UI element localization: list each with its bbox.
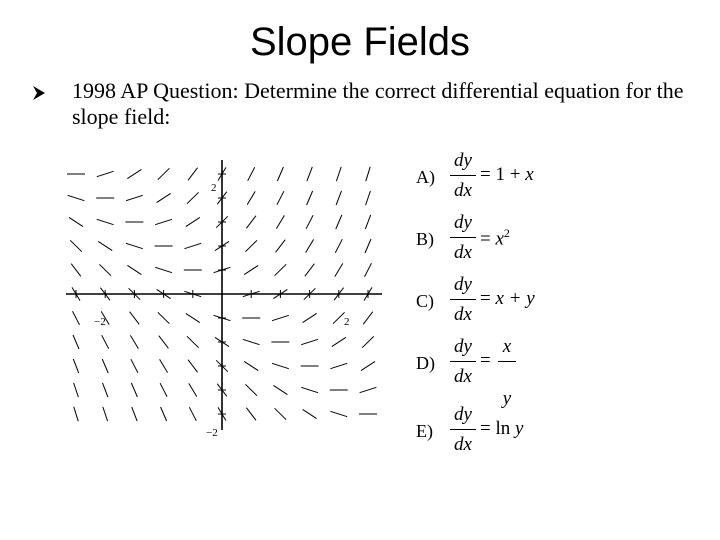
choice-rhs: = x + y (480, 288, 535, 309)
slope-segment (306, 215, 313, 229)
slope-segment (98, 241, 112, 250)
slope-segment (365, 215, 370, 229)
slope-segment (272, 363, 289, 368)
slope-segment (73, 311, 80, 325)
slope-segment (277, 191, 284, 205)
slope-segment (126, 195, 143, 200)
slope-segment (131, 359, 138, 373)
slope-segment (336, 167, 341, 181)
y-tick-label-pos: 2 (211, 182, 217, 194)
slope-segment (245, 384, 257, 395)
slope-segment (333, 312, 345, 323)
slope-segment (332, 337, 346, 346)
slope-segment (127, 265, 141, 274)
slope-segment (158, 312, 170, 323)
choice-c[interactable] (416, 274, 576, 330)
slope-segment (186, 313, 200, 322)
choice-e[interactable] (416, 404, 576, 460)
slope-segment (277, 167, 283, 181)
slope-segment (103, 407, 108, 421)
slope-segment (301, 339, 318, 344)
slope-segment (301, 387, 318, 392)
slope-segment (161, 407, 167, 421)
slope-segment (102, 335, 109, 349)
slope-segment (303, 409, 317, 418)
slope-segment (363, 312, 373, 325)
slope-segment (158, 168, 170, 179)
slope-segment (330, 411, 347, 416)
slope-segment (97, 219, 114, 224)
x-tick-label-pos: 2 (344, 316, 350, 328)
choice-a[interactable] (416, 150, 576, 206)
derivative-fraction: dy dx (448, 150, 478, 202)
slope-segment (307, 167, 312, 181)
slope-segment (70, 240, 82, 251)
slope-segment (102, 359, 108, 373)
slope-segment (243, 339, 260, 344)
slope-segment (127, 169, 141, 178)
derivative-fraction: dy dx (448, 212, 478, 264)
slope-segment (126, 243, 143, 248)
slope-segment (103, 383, 108, 397)
slope-segment (330, 363, 347, 368)
slope-segment (157, 193, 171, 202)
slope-segment (336, 215, 342, 229)
slope-segment (97, 171, 114, 176)
slope-segment (306, 239, 314, 252)
choice-letter: B) (416, 229, 434, 249)
slope-segment (248, 167, 255, 181)
y-tick-label-neg: −2 (206, 427, 218, 439)
slope-segment (246, 216, 256, 229)
slope-segment (73, 359, 78, 373)
choice-letter: D) (416, 353, 435, 373)
slope-segment (273, 385, 287, 394)
slope-segment (188, 360, 198, 373)
slope-segment (276, 215, 284, 228)
slope-segment (74, 407, 78, 421)
slope-segment (307, 191, 313, 205)
slope-segment (130, 312, 140, 325)
slope-segment (184, 243, 201, 248)
slope-segment (159, 336, 169, 349)
slope-segment (245, 240, 257, 251)
slope-segment (132, 407, 137, 421)
slope-segment (155, 267, 172, 272)
choice-d[interactable] (416, 336, 576, 409)
slope-segment (305, 264, 315, 277)
slope-segment (360, 387, 377, 392)
slope-segment (73, 335, 79, 349)
choice-b[interactable] (416, 212, 576, 268)
slope-segment (155, 219, 172, 224)
slope-segment (366, 191, 371, 205)
choice-rhs: = ln y (480, 418, 524, 439)
slope-segment (335, 263, 343, 276)
slope-segment (336, 191, 341, 205)
slope-segment (188, 168, 198, 181)
slope-segment (160, 359, 168, 372)
slope-segment (275, 264, 287, 275)
slope-segment (69, 217, 83, 226)
slope-field-graph (66, 160, 382, 439)
slope-segment (68, 195, 85, 200)
slope-segment (247, 191, 255, 204)
slope-segment (130, 335, 138, 348)
rhs-fraction: x y (496, 336, 518, 410)
slope-segment (244, 265, 258, 274)
slope-segment (365, 239, 371, 253)
choice-rhs: = $x^2$ (480, 226, 510, 250)
slope-segment (276, 240, 286, 253)
slope-segment (189, 383, 197, 396)
arrowhead-bullet-icon (30, 84, 48, 102)
slope-segment (303, 313, 317, 322)
bullet-text: 1998 AP Question: Determine the correct differential equation for the slope field: (72, 78, 684, 129)
slope-segment (71, 264, 81, 277)
slope-segment (186, 217, 200, 226)
slope-segment (335, 239, 342, 253)
slope-segment (131, 383, 137, 397)
slope-segment (361, 361, 375, 370)
slope-segment (275, 408, 287, 419)
derivative-fraction: dy dx (448, 336, 478, 388)
slope-segment (187, 336, 199, 347)
slope-segment (246, 408, 256, 421)
choice-letter: C) (416, 291, 434, 311)
choice-letter: E) (416, 421, 433, 441)
x-tick-label-neg: −2 (94, 316, 106, 328)
derivative-fraction: dy dx (448, 404, 478, 456)
choice-rhs: = (480, 350, 491, 371)
slope-segment (74, 383, 79, 397)
slope-segment (187, 192, 199, 203)
slope-segment (99, 264, 111, 275)
slope-segment (362, 336, 374, 347)
derivative-fraction: dy dx (448, 274, 478, 326)
slide-title: Slope Fields (249, 20, 471, 64)
choice-rhs: = 1 + x (480, 164, 534, 185)
slope-segment (160, 383, 167, 397)
slope-segment (365, 263, 372, 277)
slope-segment (244, 361, 258, 370)
slope-segment (189, 407, 196, 421)
slope-segment (272, 315, 289, 320)
slope-segment (366, 167, 370, 181)
choice-letter: A) (416, 167, 435, 187)
